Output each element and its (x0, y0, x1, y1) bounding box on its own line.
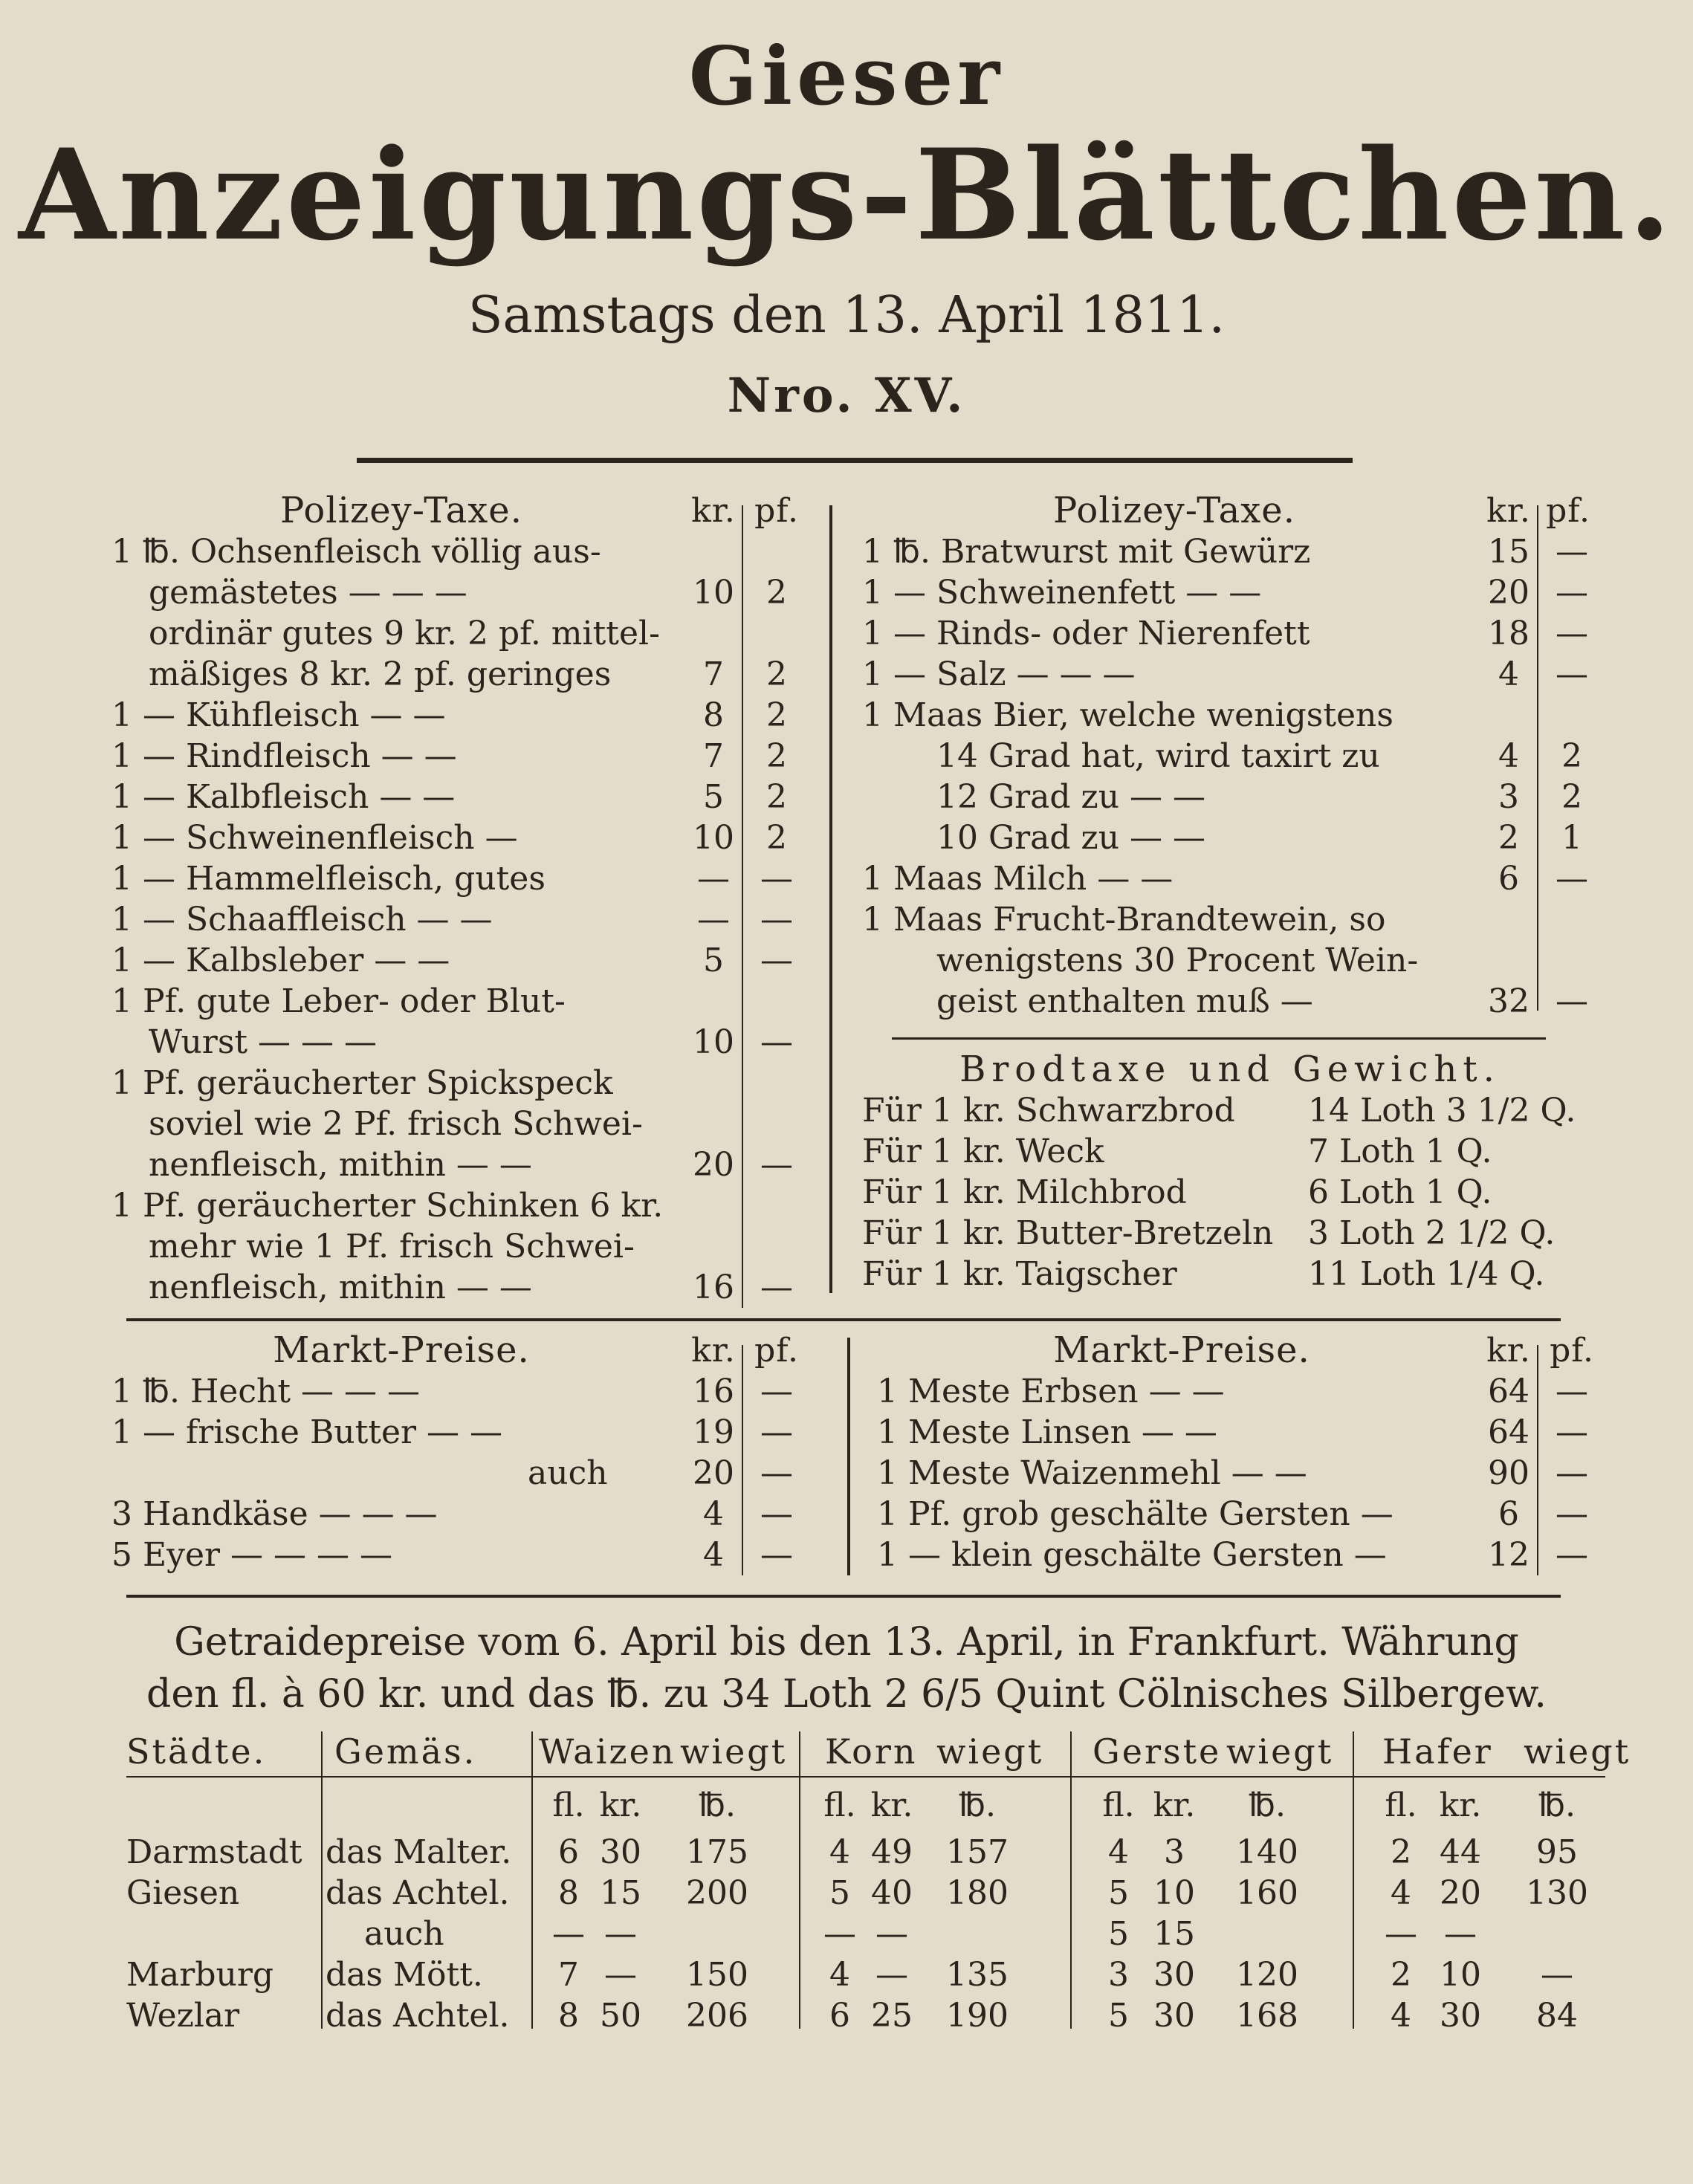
gt-row-lb: 180 (946, 1874, 1009, 1912)
rule-brod (892, 1037, 1546, 1040)
polizey-right-row-label: 14 Grad hat, wird taxirt zu (936, 737, 1380, 775)
gt-row-lb (944, 1914, 1011, 1954)
getraide-title-2: den fl. à 60 kr. und das ℔. zu 34 Loth 2 6/5 Quint Cölnisches Silbergew. (146, 1672, 1547, 1717)
gt-row-kr: 49 (871, 1833, 913, 1871)
gt-row-measure: das Mött. (326, 1956, 483, 1994)
polizey-right-row-label: 12 Grad zu — — (936, 778, 1206, 816)
polizey-left (111, 490, 810, 1308)
gt-row-fl: 4 (1108, 1833, 1129, 1871)
gt-row-lb (1234, 1914, 1301, 1954)
polizey-right-kr-line (1537, 505, 1538, 1011)
polizey-right-row-pf: — (1556, 574, 1588, 612)
polizey-left-row-kr (684, 981, 743, 1022)
polizey-left-row-pf: — (760, 942, 793, 979)
polizey-right-row-pf: — (1556, 982, 1588, 1020)
th-korn: Korn (825, 1731, 918, 1772)
getraide-title-1: Getraidepreise vom 6. April bis den 13. April, in Frankfurt. Währung (174, 1620, 1519, 1665)
markt-right-row-label: 1 Meste Erbsen — — (877, 1373, 1225, 1410)
polizey-right-row-pf (1538, 899, 1605, 940)
polizey-left-row-pf: 2 (766, 655, 787, 693)
markt-left-row-pf: — (760, 1373, 793, 1410)
polizey-left-pf-header: pf. (754, 492, 799, 530)
polizey-left-row-label: 1 Pf. gute Leber- oder Blut- (111, 982, 566, 1020)
brodtaxe (862, 1049, 1598, 1302)
th-wiegt-2: wiegt (936, 1731, 1044, 1772)
gt-row-kr: 50 (600, 1997, 641, 2035)
polizey-left-row-label: 1 — Kalbfleisch — — (111, 778, 456, 816)
polizey-right-row-kr: 20 (1488, 574, 1529, 612)
polizey-right-row-kr: 32 (1488, 982, 1529, 1020)
th-gerste: Gerste (1092, 1731, 1222, 1772)
polizey-left-row-label: 1 Pf. geräucherter Schinken 6 kr. (111, 1187, 664, 1225)
polizey-right-row-label: 1 — Schweinenfett — — (862, 574, 1262, 612)
polizey-right-row-label: 1 ℔. Bratwurst mit Gewürz (862, 533, 1311, 571)
th-hafer: Hafer (1382, 1731, 1493, 1772)
gt-row-city: Giesen (126, 1874, 240, 1912)
markt-right-row-label: 1 Meste Linsen — — (877, 1413, 1217, 1451)
brod-row-weight: 14 Loth 3 1/2 Q. (1308, 1092, 1576, 1130)
divider-markt-center (847, 1338, 850, 1575)
polizey-right-row-kr: 4 (1498, 737, 1519, 775)
polizey-right-row-pf: — (1556, 860, 1588, 898)
polizey-left-row-label: gemästetes — — — (149, 574, 467, 612)
gt-row-lb: 140 (1236, 1833, 1298, 1871)
gt-vline-2 (531, 1731, 533, 2029)
gt-row-lb: 135 (946, 1956, 1009, 1994)
polizey-right-row-label: 10 Grad zu — — (936, 819, 1206, 857)
polizey-left-row-kr: 20 (693, 1146, 734, 1184)
gt-sub-lb: ℔. (1538, 1786, 1576, 1824)
markt-right-row-kr: 64 (1488, 1373, 1529, 1410)
gt-row-lb: — (1541, 1956, 1573, 1994)
gt-row-measure: das Malter. (326, 1833, 512, 1871)
gt-row-fl: 5 (1108, 1915, 1129, 1953)
gt-row-kr: 44 (1440, 1833, 1481, 1871)
gt-row-kr: 15 (600, 1874, 641, 1912)
polizey-left-row-label: nenfleisch, mithin — — (149, 1146, 532, 1184)
brod-row-label: Für 1 kr. Weck (862, 1132, 1104, 1170)
polizey-left-row-label: ordinär gutes 9 kr. 2 pf. mittel- (149, 615, 660, 652)
polizey-right-row-pf: — (1556, 615, 1588, 652)
polizey-left-row-pf (743, 1063, 810, 1104)
markt-left-row-kr: 16 (693, 1373, 734, 1410)
gt-vline-4 (1070, 1731, 1072, 2029)
gt-row-fl: 6 (558, 1833, 579, 1871)
markt-right-kr-line (1537, 1345, 1538, 1575)
th-gemaes: Gemäs. (334, 1731, 477, 1772)
markt-left (111, 1330, 810, 1583)
polizey-right-header: Polizey-Taxe. (1053, 490, 1295, 531)
markt-left-row-kr: 4 (703, 1536, 724, 1574)
gt-sub-kr: kr. (599, 1786, 642, 1824)
polizey-left-row-kr: — (697, 860, 730, 898)
markt-left-row-pf: — (760, 1495, 793, 1533)
gt-row-lb: 160 (1236, 1874, 1298, 1912)
masthead-title: Anzeigungs-Blättchen. (19, 121, 1674, 268)
brod-row-label: Für 1 kr. Milchbrod (862, 1173, 1187, 1211)
gt-row-city (126, 1914, 320, 1954)
gt-row-kr: — (604, 1915, 637, 1953)
polizey-left-row-pf: 2 (766, 778, 787, 816)
polizey-left-row-label: 1 — Schaaffleisch — — (111, 901, 493, 939)
markt-right-row-pf: — (1556, 1495, 1588, 1533)
polizey-left-row-label: Wurst — — — (149, 1023, 378, 1061)
brod-row-label: Für 1 kr. Taigscher (862, 1255, 1177, 1293)
markt-right-pf-header: pf. (1550, 1332, 1594, 1370)
brod-row-weight: 7 Loth 1 Q. (1308, 1132, 1492, 1170)
gt-row-lb: 95 (1536, 1833, 1578, 1871)
getraide-header-rule (126, 1776, 1605, 1778)
polizey-right-row-pf: 2 (1561, 737, 1582, 775)
th-wiegt-1: wiegt (680, 1731, 788, 1772)
polizey-left-row-label: 1 — Kühfleisch — — (111, 696, 446, 734)
polizey-right-row-kr (1479, 695, 1538, 736)
polizey-left-row-label: 1 — Kalbsleber — — (111, 942, 450, 979)
divider-top-center (829, 505, 832, 1293)
polizey-left-row-pf (743, 1104, 810, 1144)
polizey-right-row-label: 1 Maas Bier, welche wenigstens (862, 696, 1393, 734)
gt-sub-lb: ℔. (959, 1786, 996, 1824)
gt-row-fl: 5 (1108, 1997, 1129, 2035)
gt-row-measure: das Achtel. (326, 1874, 510, 1912)
gt-row-fl: 5 (829, 1874, 850, 1912)
gt-sub-fl: fl. (552, 1786, 585, 1824)
markt-left-row-kr: 19 (693, 1413, 734, 1451)
gt-row-kr: — (875, 1915, 908, 1953)
gt-row-kr: 40 (871, 1874, 913, 1912)
gt-row-lb: 168 (1236, 1997, 1298, 2035)
polizey-left-row-kr (684, 531, 743, 572)
markt-left-row-label: 1 — frische Butter — — (111, 1413, 503, 1451)
markt-right-row-label: 1 — klein geschälte Gersten — (877, 1536, 1387, 1574)
gt-row-fl: 4 (829, 1956, 850, 1994)
gt-row-kr: 3 (1164, 1833, 1185, 1871)
markt-right-kr-header: kr. (1486, 1332, 1531, 1370)
markt-right-row-kr: 6 (1498, 1495, 1519, 1533)
gt-row-kr: 10 (1153, 1874, 1195, 1912)
gt-row-fl: 5 (1108, 1874, 1129, 1912)
gt-row-fl: 4 (1391, 1874, 1411, 1912)
gt-row-measure: das Achtel. (326, 1997, 510, 2035)
markt-left-row-pf: — (760, 1454, 793, 1492)
polizey-left-row-kr: 10 (693, 574, 734, 612)
gt-row-lb (684, 1914, 751, 1954)
gt-row-fl: 2 (1391, 1956, 1411, 1994)
polizey-left-row-label: nenfleisch, mithin — — (149, 1268, 532, 1306)
markt-left-row-label: 3 Handkäse — — — (111, 1495, 438, 1533)
gt-sub-lb: ℔. (1249, 1786, 1286, 1824)
gt-row-kr: — (1444, 1915, 1477, 1953)
polizey-left-row-pf (743, 1226, 810, 1267)
polizey-left-row-pf: 2 (766, 574, 787, 612)
polizey-right-pf-header: pf. (1546, 492, 1590, 530)
polizey-left-row-kr: 5 (703, 942, 724, 979)
gt-vline-3 (799, 1731, 800, 2029)
markt-right-row-label: 1 Meste Waizenmehl — — (877, 1454, 1307, 1492)
markt-left-row-label: auch (528, 1454, 608, 1492)
gt-row-lb: 120 (1236, 1956, 1298, 1994)
polizey-right-row-pf: 1 (1561, 819, 1582, 857)
issue-number: Nro. XV. (727, 368, 966, 424)
polizey-left-row-kr: 16 (693, 1268, 734, 1306)
issue-date: Samstags den 13. April 1811. (467, 286, 1226, 345)
gt-row-kr: 25 (871, 1997, 913, 2035)
brod-row-label: Für 1 kr. Schwarzbrod (862, 1092, 1235, 1130)
getraide-table (126, 1731, 1631, 2044)
gt-row-fl: 2 (1391, 1833, 1411, 1871)
gt-sub-fl: fl. (823, 1786, 856, 1824)
markt-left-kr-header: kr. (691, 1332, 736, 1370)
markt-right (877, 1330, 1605, 1583)
polizey-right-row-pf: — (1556, 655, 1588, 693)
gt-sub-kr: kr. (1439, 1786, 1482, 1824)
gt-row-lb: 200 (686, 1874, 748, 1912)
gt-row-kr: 30 (1440, 1997, 1481, 2035)
polizey-left-kr-header: kr. (691, 492, 736, 530)
polizey-right-row-pf (1538, 695, 1605, 736)
polizey-left-row-pf: — (760, 1146, 793, 1184)
polizey-right-row-kr: 15 (1488, 533, 1529, 571)
gt-row-kr: 30 (1153, 1956, 1195, 1994)
markt-left-row-pf: — (760, 1536, 793, 1574)
polizey-left-row-kr (684, 1104, 743, 1144)
polizey-right-row-kr (1479, 899, 1538, 940)
polizey-right-row-kr: 4 (1498, 655, 1519, 693)
polizey-left-row-pf: — (760, 901, 793, 939)
markt-left-pf-header: pf. (754, 1332, 799, 1370)
gt-row-lb (1524, 1914, 1590, 1954)
gt-row-fl: — (1385, 1915, 1417, 1953)
polizey-left-row-pf: 2 (766, 737, 787, 775)
polizey-left-header: Polizey-Taxe. (280, 490, 522, 531)
polizey-left-row-pf (743, 613, 810, 654)
polizey-right-row-kr: 2 (1498, 819, 1519, 857)
markt-right-row-kr: 64 (1488, 1413, 1529, 1451)
gt-row-fl: 4 (829, 1833, 850, 1871)
polizey-left-row-pf (743, 1185, 810, 1226)
markt-right-row-kr: 90 (1488, 1454, 1529, 1492)
polizey-left-row-label: soviel wie 2 Pf. frisch Schwei- (149, 1105, 643, 1143)
polizey-right-row-kr: 6 (1498, 860, 1519, 898)
gt-row-lb: 84 (1536, 1997, 1578, 2035)
polizey-left-row-label: 1 — Rindfleisch — — (111, 737, 457, 775)
polizey-left-row-kr: 10 (693, 1023, 734, 1061)
brod-row-weight: 11 Loth 1/4 Q. (1308, 1255, 1545, 1293)
th-staedte: Städte. (126, 1731, 267, 1772)
rule-top (357, 458, 1353, 463)
rule-getraide (126, 1595, 1561, 1598)
markt-right-row-pf: — (1556, 1413, 1588, 1451)
polizey-left-row-label: 1 ℔. Ochsenfleisch völlig aus- (111, 533, 601, 571)
polizey-left-row-label: 1 — Schweinenfleisch — (111, 819, 518, 857)
gt-row-fl: 8 (558, 1997, 579, 2035)
masthead-town: Gieser (688, 30, 1005, 123)
gt-sub-fl: fl. (1102, 1786, 1135, 1824)
polizey-left-kr-line (742, 505, 743, 1308)
gt-row-fl: 6 (829, 1997, 850, 2035)
polizey-right-row-kr: 18 (1488, 615, 1529, 652)
polizey-right-row-label: wenigstens 30 Procent Wein- (936, 942, 1419, 979)
polizey-right (862, 490, 1598, 1025)
gt-vline-1 (321, 1731, 323, 2029)
brodtaxe-header: Brodtaxe und Gewicht. (959, 1049, 1501, 1090)
gt-row-measure: auch (364, 1915, 444, 1953)
brod-row-weight: 3 Loth 2 1/2 Q. (1308, 1214, 1556, 1252)
gt-row-kr: — (604, 1956, 637, 1994)
polizey-left-row-kr (684, 1226, 743, 1267)
gt-row-city: Darmstadt (126, 1833, 302, 1871)
gt-vline-5 (1353, 1731, 1354, 2029)
polizey-left-row-pf: — (760, 1023, 793, 1061)
polizey-right-row-label: 1 Maas Milch — — (862, 860, 1174, 898)
gt-row-fl: — (823, 1915, 856, 1953)
polizey-left-row-kr: 10 (693, 819, 734, 857)
polizey-left-row-label: mäßiges 8 kr. 2 pf. geringes (149, 655, 612, 693)
gt-row-kr: 20 (1440, 1874, 1481, 1912)
polizey-left-row-pf: — (760, 1268, 793, 1306)
gt-row-lb: 150 (686, 1956, 748, 1994)
polizey-left-row-pf (743, 981, 810, 1022)
gt-row-kr: 10 (1440, 1956, 1481, 1994)
markt-left-row-label: 1 ℔. Hecht — — — (111, 1373, 420, 1410)
markt-left-row-kr: 4 (703, 1495, 724, 1533)
brod-row-label: Für 1 kr. Butter-Bretzeln (862, 1214, 1274, 1252)
polizey-right-row-label: 1 — Salz — — — (862, 655, 1136, 693)
polizey-left-row-kr (684, 613, 743, 654)
polizey-left-row-pf: — (760, 860, 793, 898)
gt-row-fl: 4 (1391, 1997, 1411, 2035)
polizey-left-row-kr: — (697, 901, 730, 939)
gt-row-lb: 130 (1526, 1874, 1588, 1912)
gt-sub-fl: fl. (1385, 1786, 1417, 1824)
markt-right-row-pf: — (1556, 1454, 1588, 1492)
polizey-left-row-kr (684, 1063, 743, 1104)
markt-left-row-pf: — (760, 1413, 793, 1451)
gt-row-lb: 190 (946, 1997, 1009, 2035)
gt-row-lb: 175 (686, 1833, 748, 1871)
gt-row-kr: — (875, 1956, 908, 1994)
gt-row-fl: 7 (558, 1956, 579, 1994)
gt-row-lb: 206 (686, 1997, 748, 2035)
polizey-left-row-pf (743, 531, 810, 572)
rule-markt (126, 1318, 1561, 1321)
gt-row-kr: 30 (600, 1833, 641, 1871)
polizey-left-row-kr: 5 (703, 778, 724, 816)
markt-right-row-kr: 12 (1488, 1536, 1529, 1574)
polizey-right-row-label: 1 — Rinds- oder Nierenfett (862, 615, 1310, 652)
markt-right-row-pf: — (1556, 1373, 1588, 1410)
markt-right-header: Markt-Preise. (1053, 1329, 1310, 1371)
polizey-left-row-kr: 8 (703, 696, 724, 734)
polizey-left-row-pf: 2 (766, 819, 787, 857)
gt-row-fl: 8 (558, 1874, 579, 1912)
polizey-left-row-kr: 7 (703, 737, 724, 775)
gt-row-lb: 157 (946, 1833, 1009, 1871)
polizey-right-row-kr: 3 (1498, 778, 1519, 816)
markt-left-kr-line (742, 1345, 743, 1575)
markt-right-row-label: 1 Pf. grob geschälte Gersten — (877, 1495, 1393, 1533)
brod-row-weight: 6 Loth 1 Q. (1308, 1173, 1492, 1211)
polizey-left-row-pf: 2 (766, 696, 787, 734)
polizey-left-row-kr (684, 1185, 743, 1226)
gt-row-kr: 15 (1153, 1915, 1195, 1953)
polizey-right-row-pf (1538, 940, 1605, 981)
polizey-left-row-kr: 7 (703, 655, 724, 693)
polizey-right-row-pf: — (1556, 533, 1588, 571)
gt-sub-kr: kr. (870, 1786, 913, 1824)
gt-row-fl: — (552, 1915, 585, 1953)
gt-row-kr: 30 (1153, 1997, 1195, 2035)
th-wiegt-4: wiegt (1524, 1731, 1631, 1772)
gt-row-city: Marburg (126, 1956, 274, 1994)
polizey-left-row-label: 1 — Hammelfleisch, gutes (111, 860, 546, 898)
th-wiegt-3: wiegt (1226, 1731, 1334, 1772)
markt-right-row-pf: — (1556, 1536, 1588, 1574)
polizey-right-row-label: geist enthalten muß — (936, 982, 1313, 1020)
polizey-right-row-kr (1479, 940, 1538, 981)
polizey-right-row-label: 1 Maas Frucht-Brandtewein, so (862, 901, 1386, 939)
markt-left-row-kr: 20 (693, 1454, 734, 1492)
gt-row-city: Wezlar (126, 1997, 240, 2035)
polizey-left-row-label: 1 Pf. geräucherter Spickspeck (111, 1064, 613, 1102)
gt-sub-lb: ℔. (699, 1786, 736, 1824)
th-waizen: Waizen (539, 1731, 676, 1772)
markt-left-header: Markt-Preise. (273, 1329, 530, 1371)
polizey-right-row-pf: 2 (1561, 778, 1582, 816)
markt-left-row-label: 5 Eyer — — — — (111, 1536, 392, 1574)
gt-row-fl: 3 (1108, 1956, 1129, 1994)
polizey-right-kr-header: kr. (1486, 492, 1531, 530)
polizey-left-row-label: mehr wie 1 Pf. frisch Schwei- (149, 1228, 635, 1266)
gt-sub-kr: kr. (1153, 1786, 1196, 1824)
